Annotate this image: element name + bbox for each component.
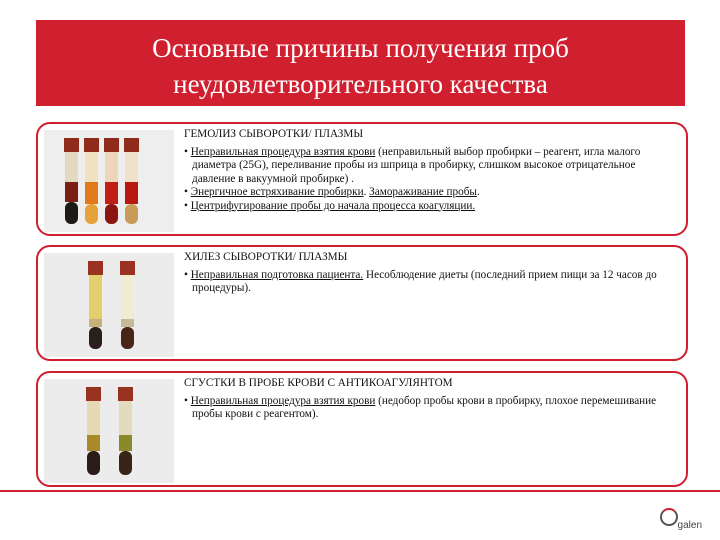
hemolysis-b1-rest: (неправильный выбор пробирки – реагент, игла малого диаметра (25G), переливание пробы из шприца в пробирку, слишком высокое отрицательное давление в вакуумной пробирке) . — [192, 145, 641, 185]
footer-divider — [0, 490, 720, 492]
clots-b1-underlined: Неправильная процедура взятия крови — [190, 394, 376, 407]
hemolysis-tubes-photo — [44, 130, 174, 228]
title-line-2: неудовлетворительного качества — [173, 69, 548, 99]
hemolysis-bullet-1: • Неправильная процедура взятия крови (неправильный выбор пробирки – реагент, игла малого диаметра (25G), переливание пробы из шприца в пробирку, слишком высокое отрицательное давление в вакуумной пробирке) . — [184, 145, 641, 185]
clots-b1-rest: (недобор пробы крови в пробирку, плохое перемешивание пробы крови с реагентом). — [192, 394, 657, 420]
chylosis-tubes-photo — [44, 253, 174, 353]
chylosis-b1-rest: Несоблюдение диеты (последний прием пищи за 12 часов до процедуры). — [192, 268, 657, 294]
hemolysis-b2-underlined-1: Энергичное встряхивание пробирки — [190, 186, 364, 198]
hemolysis-text — [184, 128, 678, 213]
hemolysis-card — [36, 122, 688, 236]
hemolysis-b2-mid: . — [363, 186, 370, 198]
chylosis-tubes-image — [44, 253, 174, 357]
hemolysis-tubes-image — [44, 130, 174, 232]
hemolysis-bullet-3: • Центрифугирование пробы до начала процесса коагуляции. — [184, 199, 476, 212]
chylosis-text — [184, 251, 678, 296]
clots-tubes-photo — [44, 379, 174, 479]
hemolysis-bullet-2: • Энергичное встряхивание пробирки. Замораживание пробы. — [184, 186, 480, 198]
hemolysis-b2-end: . — [476, 186, 480, 198]
title-line-1: Основные причины получения проб — [152, 33, 569, 63]
chylosis-bullet-1: • Неправильная подготовка пациента. Несоблюдение диеты (последний прием пищи за 12 часов до процедуры). — [184, 268, 657, 294]
galen-logo-text: galen — [677, 520, 702, 531]
chylosis-card — [36, 245, 688, 361]
slide-title — [36, 20, 685, 106]
chylosis-heading: ХИЛЕЗ СЫВОРОТКИ/ ПЛАЗМЫ — [184, 251, 348, 263]
clots-card — [36, 371, 688, 487]
clots-heading: СГУСТКИ В ПРОБЕ КРОВИ С АНТИКОАГУЛЯНТОМ — [184, 377, 453, 389]
hemolysis-b2-underlined-2: Замораживание пробы — [369, 186, 477, 198]
clots-bullet-1: • Неправильная процедура взятия крови (недобор пробы крови в пробирку, плохое перемешивание пробы крови с реагентом). — [184, 394, 657, 420]
clots-tubes-image — [44, 379, 174, 483]
hemolysis-b3-underlined: Центрифугирование пробы до начала процесса коагуляции. — [190, 199, 476, 212]
hemolysis-b1-underlined: Неправильная процедура взятия крови — [190, 145, 376, 158]
galen-logo-icon — [660, 508, 678, 526]
hemolysis-heading: ГЕМОЛИЗ СЫВОРОТКИ/ ПЛАЗМЫ — [184, 128, 364, 140]
clots-text — [184, 377, 678, 422]
chylosis-b1-underlined: Неправильная подготовка пациента. — [190, 268, 364, 281]
